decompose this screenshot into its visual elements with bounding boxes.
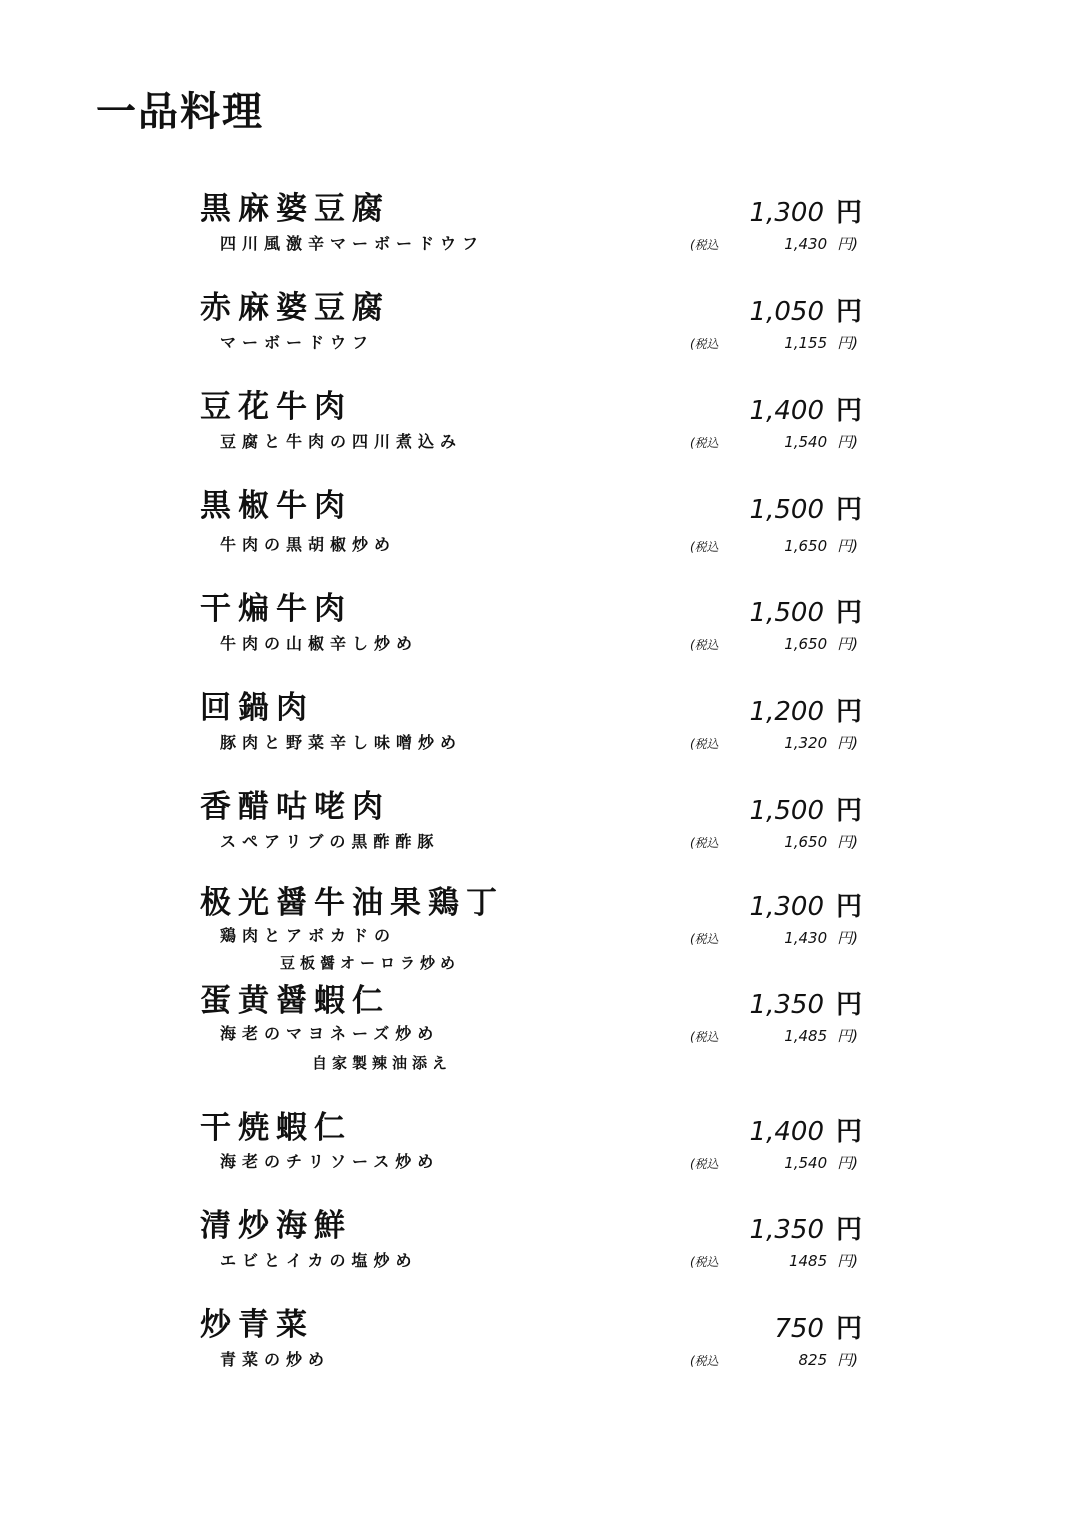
dish-description: 鶏肉とアボカドの xyxy=(220,926,397,945)
price-value: 1,350 xyxy=(749,1215,824,1245)
dish-price xyxy=(750,200,862,226)
tax-price-value: 1,430 xyxy=(784,235,828,253)
dish-name: 黒麻婆豆腐 xyxy=(200,191,390,227)
tax-included-label: (税込 xyxy=(690,1157,719,1171)
tax-included-label: (税込 xyxy=(690,1255,719,1269)
yen-unit: 円) xyxy=(837,537,858,555)
price-value: 1,200 xyxy=(749,697,824,727)
tax-included-price xyxy=(784,336,858,351)
dish-price xyxy=(750,299,862,325)
tax-included-price xyxy=(784,835,858,850)
yen-unit: 円) xyxy=(837,235,858,253)
dish-price xyxy=(774,1316,862,1342)
tax-included-price xyxy=(784,435,858,450)
yen-unit: 円 xyxy=(835,796,862,826)
tax-price-value: 1,650 xyxy=(784,537,828,555)
dish-name: 黒椒牛肉 xyxy=(200,488,352,524)
yen-unit: 円 xyxy=(835,990,862,1020)
yen-unit: 円 xyxy=(835,1117,862,1147)
dish-name: 干煸牛肉 xyxy=(200,591,352,627)
dish-name: 回鍋肉 xyxy=(200,690,314,726)
yen-unit: 円) xyxy=(837,635,858,653)
yen-unit: 円 xyxy=(835,598,862,628)
tax-included-label: (税込 xyxy=(690,737,719,751)
tax-price-value: 1,485 xyxy=(784,1027,828,1045)
tax-price-value: 1,430 xyxy=(784,929,828,947)
yen-unit: 円 xyxy=(835,1215,862,1245)
tax-included-price xyxy=(784,539,858,554)
dish-description: 青菜の炒め xyxy=(220,1350,331,1369)
dish-price xyxy=(750,600,862,626)
yen-unit: 円) xyxy=(837,1351,858,1369)
dish-name: 清炒海鮮 xyxy=(200,1208,352,1244)
tax-price-value: 1,320 xyxy=(784,734,828,752)
price-value: 1,350 xyxy=(749,990,824,1020)
price-value: 1,500 xyxy=(749,495,824,525)
tax-included-price xyxy=(789,1254,858,1269)
dish-description: 四川風激辛マーボードウフ xyxy=(220,234,485,253)
price-value: 1,500 xyxy=(749,796,824,826)
dish-description: エビとイカの塩炒め xyxy=(220,1251,418,1270)
yen-unit: 円) xyxy=(837,833,858,851)
dish-name: 干焼蝦仁 xyxy=(200,1110,352,1146)
tax-included-label: (税込 xyxy=(690,932,719,946)
dish-price xyxy=(750,398,862,424)
dish-name: 香醋咕咾肉 xyxy=(200,789,390,825)
tax-included-price xyxy=(784,637,858,652)
tax-included-price xyxy=(799,1353,859,1368)
dish-name: 极光醤牛油果鶏丁 xyxy=(200,885,504,921)
tax-included-price xyxy=(784,1029,858,1044)
price-value: 1,400 xyxy=(749,396,824,426)
price-value: 1,400 xyxy=(749,1117,824,1147)
tax-included-price xyxy=(784,1156,858,1171)
yen-unit: 円 xyxy=(835,697,862,727)
dish-description-line2: 豆板醤オーロラ炒め xyxy=(280,954,461,972)
dish-description: 豆腐と牛肉の四川煮込み xyxy=(220,432,463,451)
tax-included-label: (税込 xyxy=(690,638,719,652)
dish-name: 豆花牛肉 xyxy=(200,389,352,425)
dish-price xyxy=(750,1217,862,1243)
tax-included-label: (税込 xyxy=(690,1030,719,1044)
yen-unit: 円 xyxy=(835,198,862,228)
dish-price xyxy=(750,798,862,824)
dish-price xyxy=(750,894,862,920)
tax-price-value: 1485 xyxy=(788,1252,828,1270)
dish-description: 牛肉の山椒辛し炒め xyxy=(220,634,419,653)
dish-name: 赤麻婆豆腐 xyxy=(200,290,390,326)
tax-price-value: 1,650 xyxy=(784,635,828,653)
tax-included-label: (税込 xyxy=(690,238,719,252)
tax-included-price xyxy=(784,736,858,751)
dish-description: 海老のチリソース炒め xyxy=(220,1152,440,1171)
yen-unit: 円 xyxy=(835,495,862,525)
dish-description: スペアリブの黒酢酢豚 xyxy=(220,832,440,851)
tax-included-label: (税込 xyxy=(690,540,719,554)
yen-unit: 円) xyxy=(837,433,858,451)
dish-price xyxy=(750,1119,862,1145)
yen-unit: 円) xyxy=(837,1027,858,1045)
yen-unit: 円 xyxy=(835,892,862,922)
price-value: 750 xyxy=(774,1314,824,1344)
dish-description: 豚肉と野菜辛し味噌炒め xyxy=(220,733,463,752)
price-value: 1,300 xyxy=(749,198,824,228)
yen-unit: 円 xyxy=(835,297,862,327)
dish-price xyxy=(750,699,862,725)
tax-included-price xyxy=(784,237,858,252)
yen-unit: 円) xyxy=(837,1154,858,1172)
tax-price-value: 1,155 xyxy=(784,334,828,352)
tax-included-label: (税込 xyxy=(690,836,719,850)
tax-included-label: (税込 xyxy=(690,436,719,450)
dish-description-line2: 自家製辣油添え xyxy=(312,1054,453,1072)
dish-name: 炒青菜 xyxy=(200,1307,314,1343)
yen-unit: 円) xyxy=(837,334,858,352)
tax-included-label: (税込 xyxy=(690,1354,719,1368)
yen-unit: 円 xyxy=(835,396,862,426)
price-value: 1,300 xyxy=(749,892,824,922)
yen-unit: 円) xyxy=(837,734,858,752)
price-value: 1,500 xyxy=(749,598,824,628)
page-title: 一品料理 xyxy=(96,89,264,135)
dish-price xyxy=(750,992,862,1018)
dish-price xyxy=(750,497,862,523)
yen-unit: 円) xyxy=(837,929,858,947)
tax-price-value: 1,540 xyxy=(784,433,828,451)
dish-description: 牛肉の黒胡椒炒め xyxy=(220,535,397,554)
yen-unit: 円) xyxy=(837,1252,858,1270)
tax-price-value: 1,540 xyxy=(784,1154,828,1172)
price-value: 1,050 xyxy=(749,297,824,327)
dish-description: 海老のマヨネーズ炒め xyxy=(220,1024,440,1043)
dish-description: マーボードウフ xyxy=(220,333,375,352)
yen-unit: 円 xyxy=(835,1314,862,1344)
tax-included-price xyxy=(784,931,858,946)
tax-price-value: 825 xyxy=(798,1351,828,1369)
tax-price-value: 1,650 xyxy=(784,833,828,851)
dish-name: 蛋黄醤蝦仁 xyxy=(200,983,390,1019)
tax-included-label: (税込 xyxy=(690,337,719,351)
